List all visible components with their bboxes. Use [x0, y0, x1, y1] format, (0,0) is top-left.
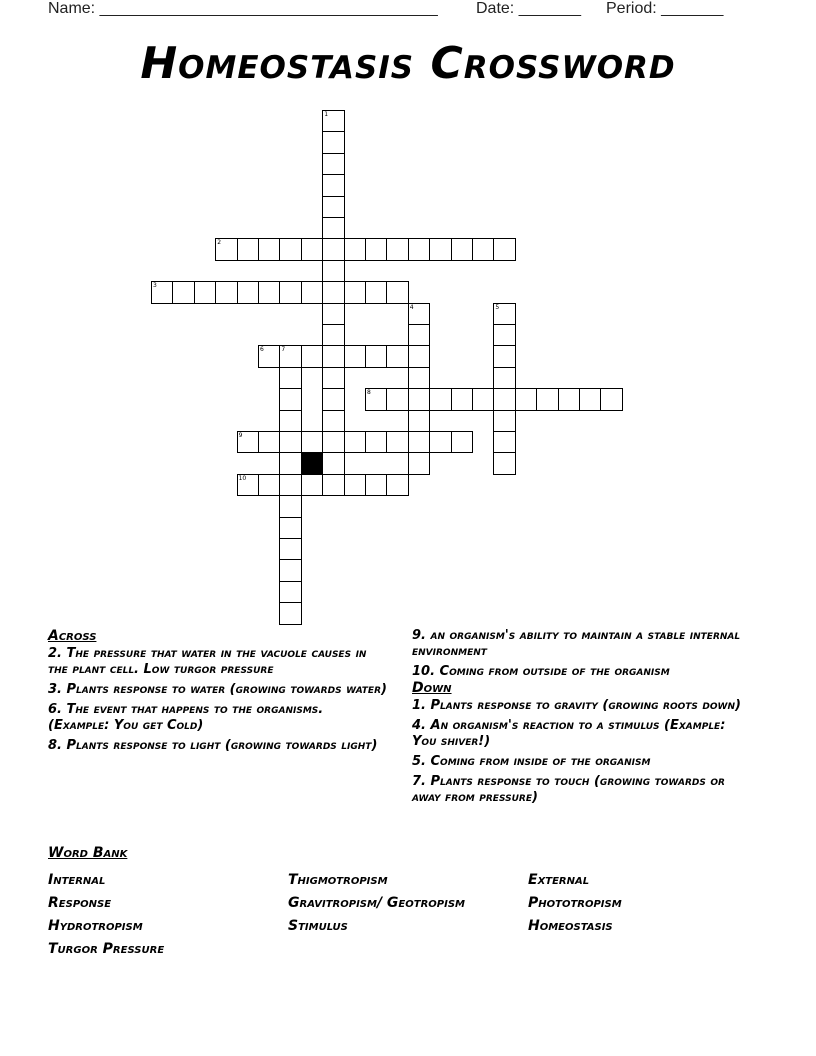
grid-cell[interactable] — [386, 474, 408, 496]
word-bank-item: Stimulus — [288, 918, 348, 934]
word-bank-item: Homeostasis — [528, 918, 613, 934]
grid-cell[interactable] — [451, 238, 473, 260]
grid-cell[interactable] — [365, 431, 387, 453]
grid-cell[interactable] — [493, 345, 515, 367]
grid-cell[interactable] — [301, 281, 323, 303]
grid-cell[interactable] — [493, 388, 515, 410]
word-bank-item: Response — [48, 895, 112, 911]
grid-cell[interactable] — [322, 110, 344, 132]
right-clue-column — [412, 628, 742, 810]
page-title: Homeostasis Crossword — [140, 38, 676, 89]
grid-cell[interactable] — [279, 495, 301, 517]
word-bank-item: Hydrotropism — [48, 918, 143, 934]
clue-number: 9 — [238, 432, 243, 439]
clue-number: 10 — [238, 474, 247, 482]
grid-cell[interactable] — [258, 431, 280, 453]
clue-down-5: 5. Coming from inside of the organism — [412, 754, 651, 769]
clue-number: 5 — [495, 303, 500, 311]
word-bank-item: Internal — [48, 872, 106, 888]
word-bank-heading: Word Bank — [48, 845, 128, 861]
clue-number: 3 — [153, 282, 157, 290]
grid-cell[interactable] — [344, 238, 366, 260]
grid-cell[interactable] — [322, 260, 344, 282]
grid-cell[interactable] — [301, 345, 323, 367]
across-clues — [48, 628, 388, 758]
across-heading: Across — [48, 628, 97, 644]
date-field[interactable]: Date: _______ — [476, 0, 581, 17]
grid-cell[interactable] — [493, 410, 515, 432]
grid-cell[interactable] — [279, 602, 301, 624]
grid-cell[interactable] — [408, 238, 430, 260]
grid-cell[interactable] — [429, 431, 451, 453]
clue-across-8: 8. Plants response to light (growing towards light) — [48, 738, 378, 753]
grid-cell[interactable] — [301, 238, 323, 260]
grid-cell[interactable] — [344, 431, 366, 453]
grid-cell[interactable] — [258, 474, 280, 496]
grid-cell[interactable] — [558, 388, 580, 410]
grid-cell[interactable] — [322, 324, 344, 346]
grid-cell[interactable] — [322, 217, 344, 239]
grid-cell[interactable] — [172, 281, 194, 303]
grid-cell[interactable] — [322, 345, 344, 367]
grid-cell[interactable] — [322, 174, 344, 196]
grid-cell[interactable] — [215, 281, 237, 303]
grid-cell[interactable] — [322, 238, 344, 260]
name-field[interactable]: Name: ______________________________________ — [48, 0, 438, 17]
grid-cell[interactable] — [279, 410, 301, 432]
grid-cell[interactable] — [237, 474, 259, 496]
clue-across-3: 3. Plants response to water (growing towards water) — [48, 682, 387, 697]
grid-cell[interactable] — [386, 388, 408, 410]
clue-number: 6 — [260, 346, 264, 354]
grid-cell[interactable] — [279, 388, 301, 410]
grid-cell[interactable] — [322, 388, 344, 410]
grid-cell[interactable] — [493, 238, 515, 260]
grid-cell[interactable] — [536, 388, 558, 410]
grid-cell[interactable] — [386, 345, 408, 367]
grid-cell[interactable] — [386, 238, 408, 260]
word-bank-col-3 — [528, 869, 622, 938]
down-heading: Down — [412, 680, 452, 696]
clue-number: 4 — [409, 303, 414, 311]
grid-cell[interactable] — [237, 281, 259, 303]
grid-cell[interactable] — [493, 303, 515, 325]
clue-number: 8 — [367, 389, 371, 397]
grid-cell[interactable] — [365, 474, 387, 496]
grid-cell[interactable] — [386, 431, 408, 453]
grid-cell[interactable] — [493, 324, 515, 346]
grid-cell[interactable] — [151, 281, 173, 303]
grid-cell[interactable] — [408, 324, 430, 346]
grid-cell[interactable] — [451, 431, 473, 453]
grid-cell[interactable] — [322, 431, 344, 453]
word-bank-col-1 — [48, 869, 164, 961]
word-bank-item: Gravitropism/ Geotropism — [288, 895, 465, 911]
word-bank-col-2 — [288, 869, 465, 938]
grid-cell[interactable] — [322, 131, 344, 153]
clue-across-2: 2. The pressure that water in the vacuole causes in the plant cell. Low turgor pressure — [48, 646, 367, 677]
grid-cell[interactable] — [365, 238, 387, 260]
word-bank-item: Thigmotropism — [288, 872, 388, 888]
grid-cell[interactable] — [322, 410, 344, 432]
clue-number: 7 — [281, 346, 286, 354]
grid-cell[interactable] — [408, 345, 430, 367]
clue-down-7: 7. Plants response to touch (growing towards or away from pressure) — [412, 774, 725, 805]
grid-cell[interactable] — [322, 303, 344, 325]
grid-cell[interactable] — [322, 452, 344, 474]
blocked-cell — [301, 452, 323, 474]
grid-cell[interactable] — [344, 345, 366, 367]
grid-cell[interactable] — [472, 388, 494, 410]
grid-cell[interactable] — [408, 303, 430, 325]
grid-cell[interactable] — [279, 474, 301, 496]
grid-cell[interactable] — [279, 281, 301, 303]
clue-down-1: 1. Plants response to gravity (growing roots down) — [412, 698, 741, 713]
clue-down-4: 4. An organism's reaction to a stimulus (Example: You shiver!) — [412, 718, 726, 749]
clue-across-9: 9. an organism's ability to maintain a stable internal environment — [412, 628, 741, 659]
grid-cell[interactable] — [194, 281, 216, 303]
grid-cell[interactable] — [365, 345, 387, 367]
grid-cell[interactable] — [493, 431, 515, 453]
grid-cell[interactable] — [279, 431, 301, 453]
grid-cell[interactable] — [344, 474, 366, 496]
word-bank-item: Turgor Pressure — [48, 941, 165, 957]
grid-cell[interactable] — [429, 388, 451, 410]
grid-cell[interactable] — [258, 238, 280, 260]
grid-cell[interactable] — [322, 474, 344, 496]
grid-cell[interactable] — [258, 281, 280, 303]
clue-number: 1 — [324, 111, 329, 118]
clue-number: 2 — [217, 239, 222, 247]
grid-cell[interactable] — [515, 388, 537, 410]
grid-cell[interactable] — [322, 196, 344, 218]
grid-cell[interactable] — [279, 345, 301, 367]
grid-cell[interactable] — [579, 388, 601, 410]
grid-cell[interactable] — [408, 388, 430, 410]
grid-cell[interactable] — [301, 474, 323, 496]
word-bank — [48, 845, 768, 957]
grid-cell[interactable] — [365, 388, 387, 410]
grid-cell[interactable] — [472, 238, 494, 260]
grid-cell[interactable] — [279, 367, 301, 389]
grid-cell[interactable] — [258, 345, 280, 367]
grid-cell[interactable] — [322, 281, 344, 303]
grid-cell[interactable] — [322, 153, 344, 175]
grid-cell[interactable] — [279, 452, 301, 474]
grid-cell[interactable] — [429, 238, 451, 260]
clue-across-6: 6. The event that happens to the organisms. (Example: You get Cold) — [48, 702, 324, 733]
grid-cell[interactable] — [279, 538, 301, 560]
grid-cell[interactable] — [493, 367, 515, 389]
grid-cell[interactable] — [365, 281, 387, 303]
grid-cell[interactable] — [408, 367, 430, 389]
grid-cell[interactable] — [600, 388, 622, 410]
grid-cell[interactable] — [344, 281, 366, 303]
clue-across-10: 10. Coming from outside of the organism — [412, 664, 670, 679]
period-field[interactable]: Period: _______ — [606, 0, 724, 17]
grid-cell[interactable] — [279, 238, 301, 260]
grid-cell[interactable] — [279, 581, 301, 603]
grid-cell[interactable] — [493, 452, 515, 474]
grid-cell[interactable] — [408, 410, 430, 432]
grid-cell[interactable] — [279, 517, 301, 539]
word-bank-item: Phototropism — [528, 895, 622, 911]
grid-cell[interactable] — [451, 388, 473, 410]
grid-cell[interactable] — [408, 431, 430, 453]
grid-cell[interactable] — [322, 367, 344, 389]
grid-cell[interactable] — [408, 452, 430, 474]
grid-cell[interactable] — [237, 431, 259, 453]
word-bank-item: External — [528, 872, 590, 888]
grid-cell[interactable] — [237, 238, 259, 260]
grid-cell[interactable] — [301, 431, 323, 453]
grid-cell[interactable] — [279, 559, 301, 581]
grid-cell[interactable] — [386, 281, 408, 303]
grid-cell[interactable] — [215, 238, 237, 260]
